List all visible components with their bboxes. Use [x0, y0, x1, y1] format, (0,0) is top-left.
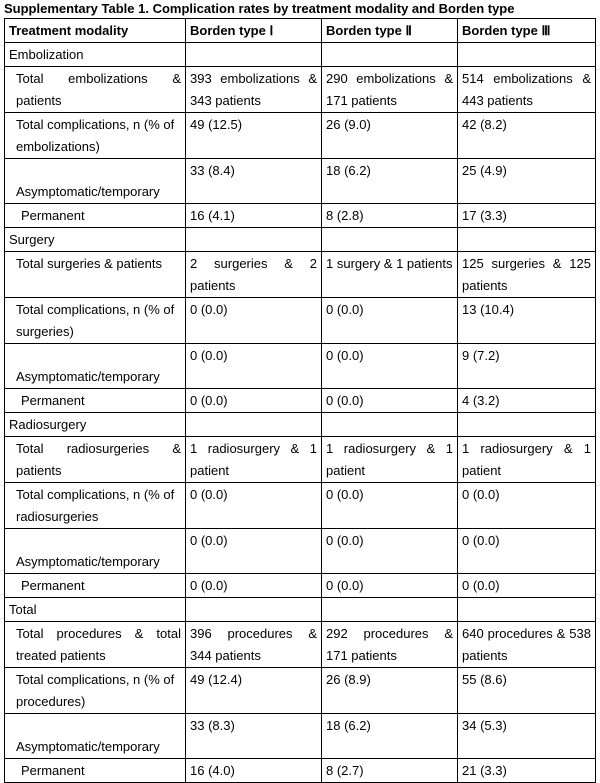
section-row	[5, 43, 596, 67]
value-cell: 0 (0.0)	[458, 574, 596, 598]
empty-cell	[186, 43, 322, 67]
value-cell: 0 (0.0)	[186, 529, 322, 574]
value-cell: 8 (2.8)	[322, 204, 458, 228]
value-cell: 2 surgeries & 2 patients	[186, 252, 322, 298]
complications-row	[5, 298, 596, 344]
value-cell: 0 (0.0)	[186, 344, 322, 389]
row-label: Total complications, n (% of radiosurgeries	[5, 483, 186, 529]
permanent-row	[5, 389, 596, 413]
row-label: Permanent	[5, 574, 186, 598]
value-cell: 8 (2.7)	[322, 759, 458, 783]
row-label: Total complications, n (% of embolizations)	[5, 113, 186, 159]
row-label: Total radiosurgeries & patients	[5, 437, 186, 483]
value-cell: 640 procedures & 538 patients	[458, 622, 596, 668]
value-cell: 1 radiosurgery & 1 patient	[322, 437, 458, 483]
row-label: Asymptomatic/temporary	[5, 344, 186, 389]
value-cell: 18 (6.2)	[322, 714, 458, 759]
total-row	[5, 67, 596, 113]
value-cell: 16 (4.1)	[186, 204, 322, 228]
empty-cell	[322, 413, 458, 437]
section-row	[5, 228, 596, 252]
value-cell: 0 (0.0)	[322, 483, 458, 529]
row-label: Asymptomatic/temporary	[5, 159, 186, 204]
value-cell: 0 (0.0)	[322, 529, 458, 574]
value-cell: 0 (0.0)	[186, 298, 322, 344]
value-cell: 55 (8.6)	[458, 668, 596, 714]
section-label: Surgery	[5, 228, 186, 252]
row-label: Total procedures & total treated patients	[5, 622, 186, 668]
value-cell: 0 (0.0)	[186, 483, 322, 529]
value-cell: 125 surgeries & 125 patients	[458, 252, 596, 298]
value-cell: 49 (12.4)	[186, 668, 322, 714]
header-cell: Treatment modality	[5, 19, 186, 43]
value-cell: 49 (12.5)	[186, 113, 322, 159]
empty-cell	[322, 598, 458, 622]
complications-row	[5, 483, 596, 529]
row-label: Permanent	[5, 204, 186, 228]
value-cell: 0 (0.0)	[322, 344, 458, 389]
empty-cell	[322, 43, 458, 67]
value-cell: 17 (3.3)	[458, 204, 596, 228]
value-cell: 1 radiosurgery & 1 patient	[186, 437, 322, 483]
row-label: Total embolizations & patients	[5, 67, 186, 113]
total-row	[5, 252, 596, 298]
permanent-row	[5, 759, 596, 783]
section-label: Embolization	[5, 43, 186, 67]
value-cell: 0 (0.0)	[322, 298, 458, 344]
empty-cell	[186, 413, 322, 437]
table-title: Supplementary Table 1. Complication rates by treatment modality and Borden type	[4, 1, 515, 16]
value-cell: 393 embolizations & 343 patients	[186, 67, 322, 113]
value-cell: 0 (0.0)	[322, 389, 458, 413]
asymptomatic-row	[5, 159, 596, 204]
value-cell: 16 (4.0)	[186, 759, 322, 783]
permanent-row	[5, 204, 596, 228]
section-label: Radiosurgery	[5, 413, 186, 437]
row-label: Total complications, n (% of surgeries)	[5, 298, 186, 344]
value-cell: 13 (10.4)	[458, 298, 596, 344]
empty-cell	[458, 43, 596, 67]
value-cell: 396 procedures & 344 patients	[186, 622, 322, 668]
header-cell: Borden type Ⅰ	[186, 19, 322, 43]
row-label: Total complications, n (% of procedures)	[5, 668, 186, 714]
row-label: Permanent	[5, 389, 186, 413]
value-cell: 0 (0.0)	[322, 574, 458, 598]
value-cell: 9 (7.2)	[458, 344, 596, 389]
value-cell: 26 (8.9)	[322, 668, 458, 714]
value-cell: 4 (3.2)	[458, 389, 596, 413]
value-cell: 25 (4.9)	[458, 159, 596, 204]
value-cell: 21 (3.3)	[458, 759, 596, 783]
permanent-row	[5, 574, 596, 598]
section-label: Total	[5, 598, 186, 622]
value-cell: 1 radiosurgery & 1 patient	[458, 437, 596, 483]
total-row	[5, 437, 596, 483]
value-cell: 1 surgery & 1 patients	[322, 252, 458, 298]
total-row	[5, 622, 596, 668]
empty-cell	[458, 413, 596, 437]
complication-table	[4, 18, 596, 783]
value-cell: 290 embolizations & 171 patients	[322, 67, 458, 113]
row-label: Total surgeries & patients	[5, 252, 186, 298]
section-row	[5, 598, 596, 622]
value-cell: 34 (5.3)	[458, 714, 596, 759]
section-row	[5, 413, 596, 437]
value-cell: 0 (0.0)	[458, 529, 596, 574]
header-row	[5, 19, 596, 43]
complications-row	[5, 668, 596, 714]
value-cell: 42 (8.2)	[458, 113, 596, 159]
asymptomatic-row	[5, 529, 596, 574]
value-cell: 33 (8.3)	[186, 714, 322, 759]
complications-row	[5, 113, 596, 159]
value-cell: 26 (9.0)	[322, 113, 458, 159]
empty-cell	[458, 598, 596, 622]
value-cell: 33 (8.4)	[186, 159, 322, 204]
value-cell: 0 (0.0)	[458, 483, 596, 529]
row-label: Permanent	[5, 759, 186, 783]
header-cell: Borden type Ⅲ	[458, 19, 596, 43]
value-cell: 18 (6.2)	[322, 159, 458, 204]
header-cell: Borden type Ⅱ	[322, 19, 458, 43]
value-cell: 514 embolizations & 443 patients	[458, 67, 596, 113]
row-label: Asymptomatic/temporary	[5, 714, 186, 759]
value-cell: 0 (0.0)	[186, 389, 322, 413]
value-cell: 0 (0.0)	[186, 574, 322, 598]
row-label: Asymptomatic/temporary	[5, 529, 186, 574]
empty-cell	[186, 598, 322, 622]
asymptomatic-row	[5, 714, 596, 759]
empty-cell	[322, 228, 458, 252]
value-cell: 292 procedures & 171 patients	[322, 622, 458, 668]
empty-cell	[458, 228, 596, 252]
asymptomatic-row	[5, 344, 596, 389]
empty-cell	[186, 228, 322, 252]
